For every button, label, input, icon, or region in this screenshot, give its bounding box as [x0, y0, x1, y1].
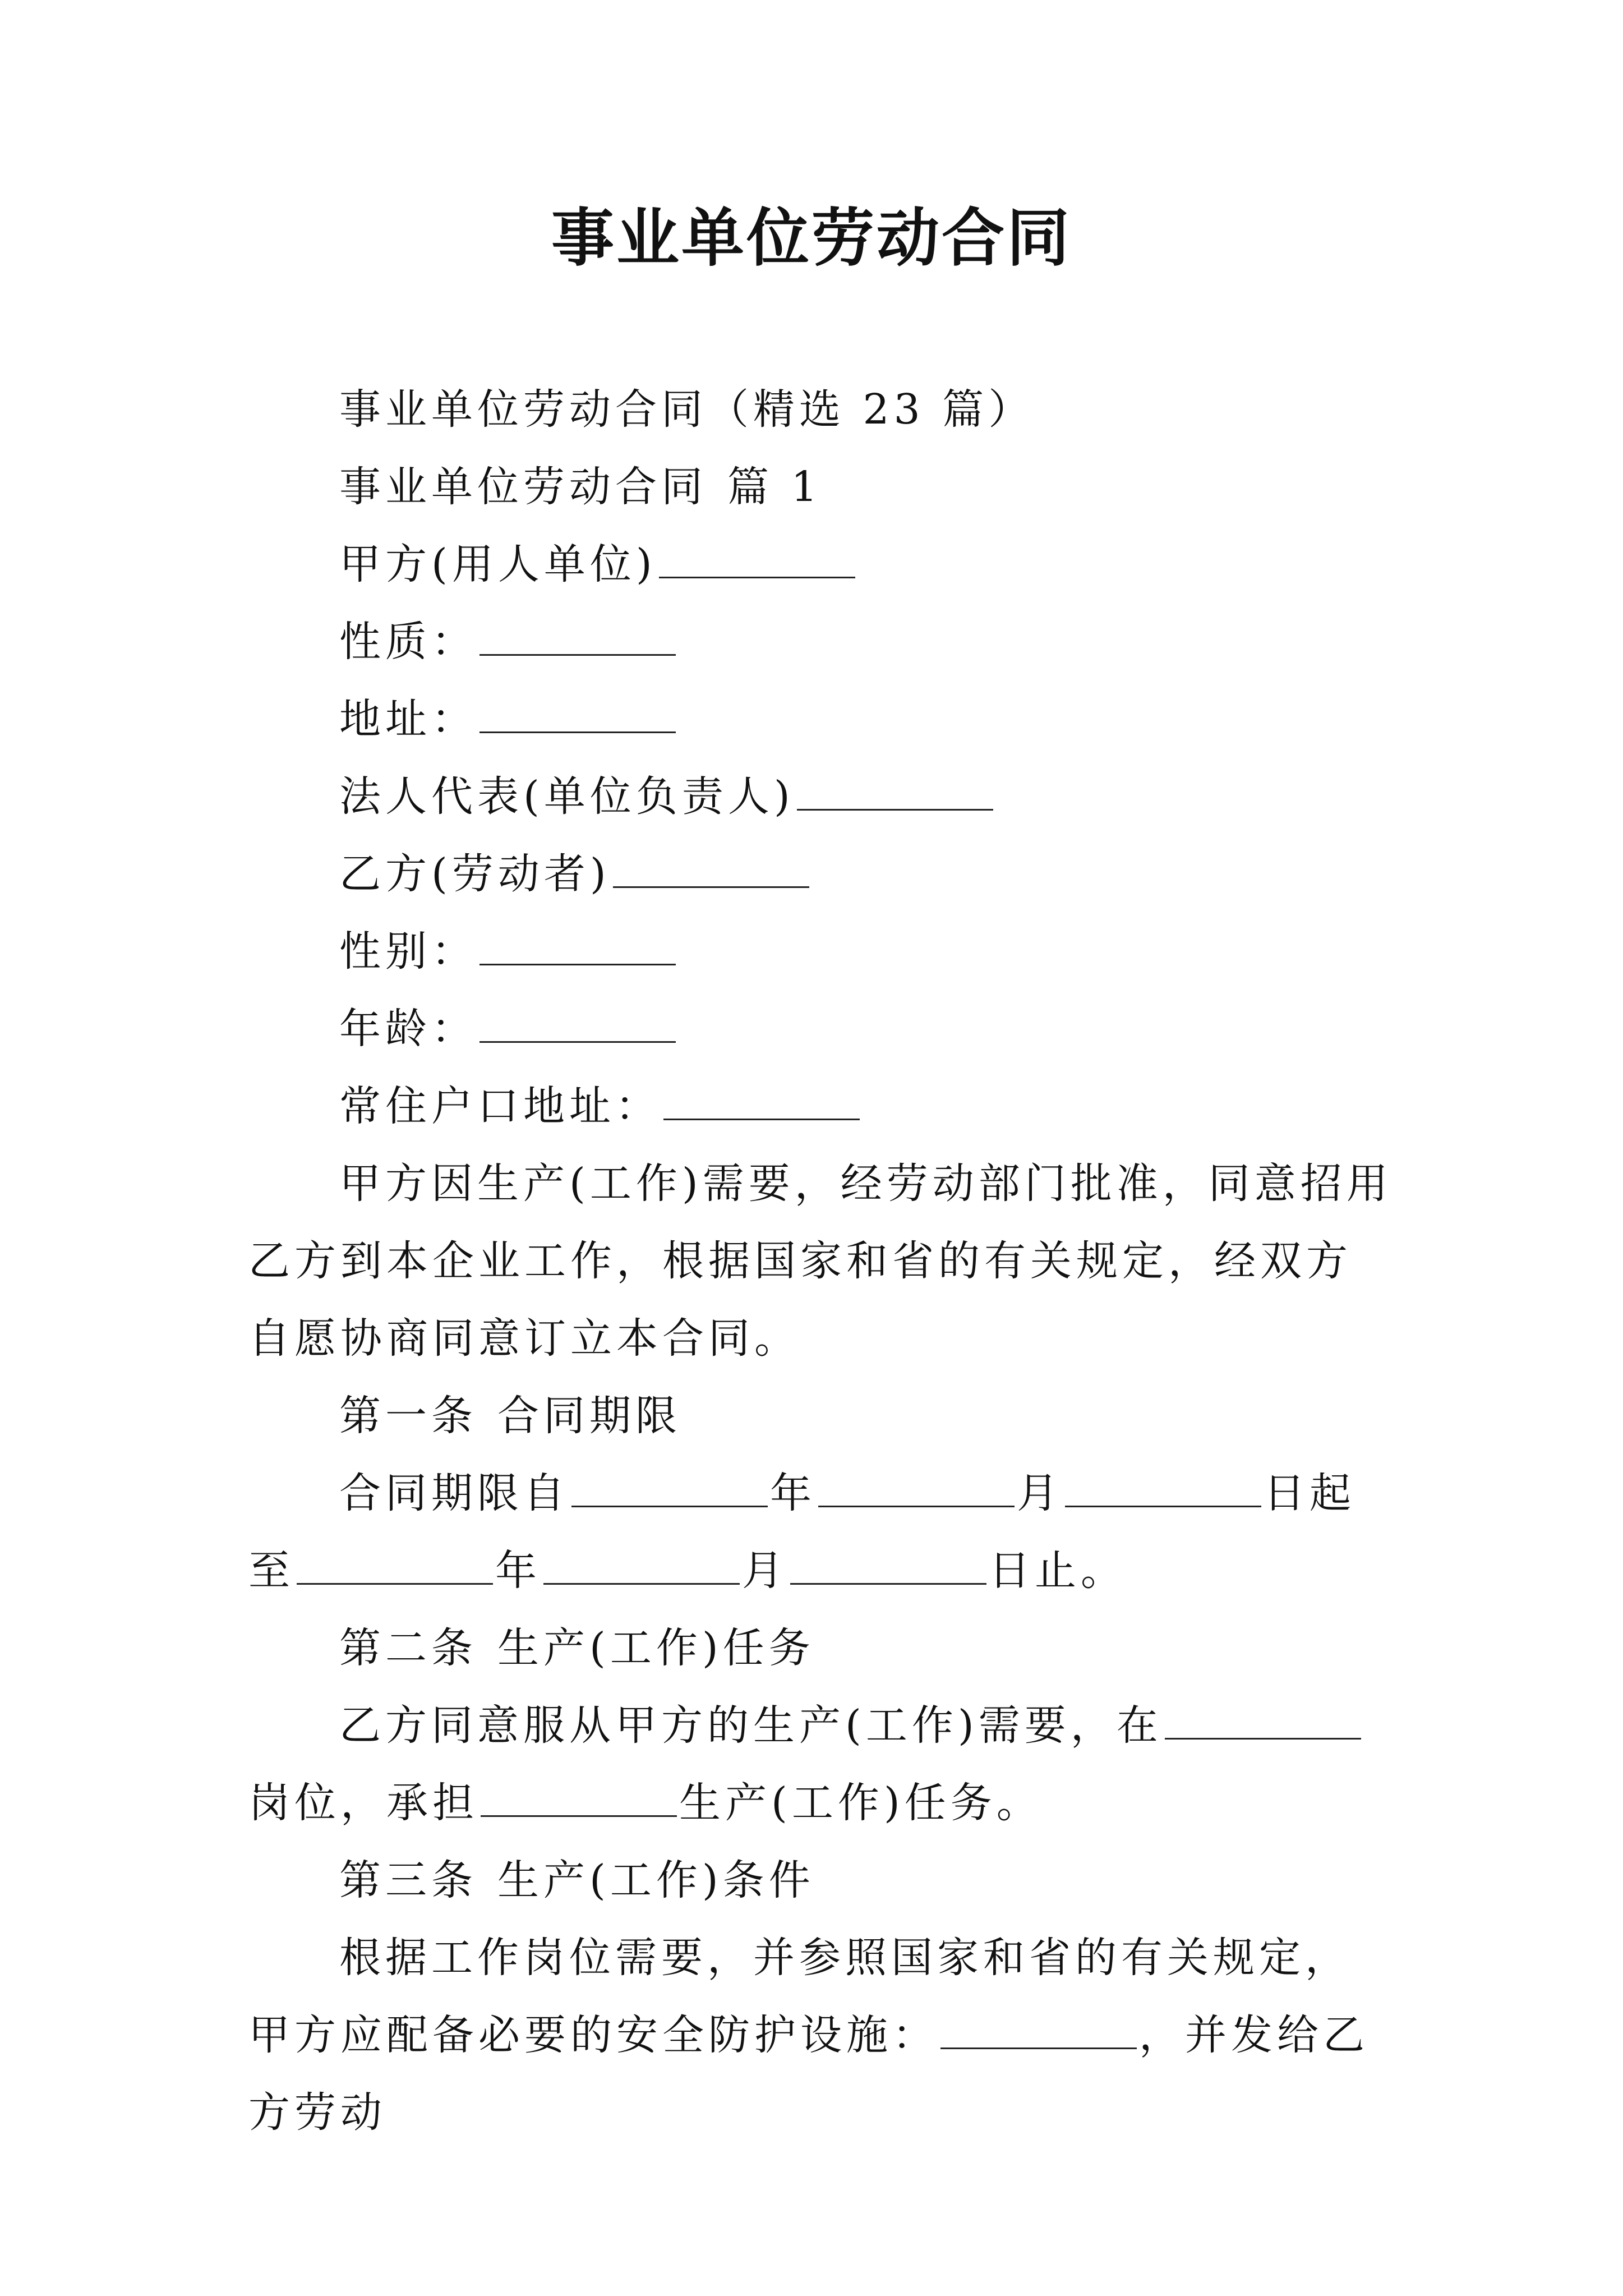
- document-title: 事业单位劳动合同: [551, 201, 1072, 275]
- blank-line: [1165, 1704, 1361, 1740]
- residence-line: 常住户口地址：: [248, 1068, 1393, 1145]
- blank-line: [797, 775, 993, 811]
- blank-line: [659, 543, 855, 578]
- address-line: 地址：: [248, 680, 1393, 758]
- article-1-heading: 第一条 合同期限: [339, 1392, 681, 1440]
- blank-line: [297, 1549, 493, 1585]
- legal-rep-line: 法人代表(单位负责人): [248, 758, 1393, 835]
- article-3-heading: 第三条 生产(工作)条件: [339, 1856, 815, 1904]
- blank-line: [479, 930, 676, 965]
- article-heading: 事业单位劳动合同 篇 1: [339, 463, 822, 511]
- article-2-paragraph: 乙方同意服从甲方的生产(工作)需要，在岗位，承担 生产(工作)任务。: [248, 1687, 1393, 1842]
- blank-line: [940, 2014, 1137, 2049]
- article-2-heading: 第二条 生产(工作)任务: [339, 1624, 815, 1672]
- blank-line: [818, 1472, 1015, 1507]
- blank-line: [1065, 1472, 1261, 1507]
- party-a-line: 甲方(用人单位): [248, 526, 1393, 603]
- blank-line: [481, 1782, 677, 1817]
- intro-paragraph: 甲方因生产(工作)需要，经劳动部门批准，同意招用乙方到本企业工作，根据国家和省的有关规定，经双方自愿协商同意订立本合同。: [248, 1159, 1393, 1363]
- blank-line: [479, 620, 676, 656]
- article-3-paragraph: 根据工作岗位需要，并参照国家和省的有关规定，甲方应配备必要的安全防护设施： ，并发给乙方劳动: [248, 1934, 1369, 2137]
- blank-line: [571, 1472, 768, 1507]
- nature-line: 性质：: [248, 603, 1393, 680]
- age-line: 年龄：: [248, 990, 1393, 1068]
- term-paragraph: 合同期限自 年 月 日起至 年 月 日止。: [248, 1469, 1355, 1595]
- blank-line: [663, 1085, 860, 1120]
- blank-line: [613, 853, 809, 888]
- party-b-line: 乙方(劳动者): [248, 835, 1393, 913]
- blank-line: [479, 1007, 676, 1043]
- document-body: [248, 371, 1393, 2151]
- gender-line: 性别：: [248, 913, 1393, 990]
- blank-line: [479, 698, 676, 733]
- blank-line: [790, 1549, 986, 1585]
- blank-line: [543, 1549, 740, 1585]
- subtitle: 事业单位劳动合同（精选 23 篇）: [339, 385, 1035, 434]
